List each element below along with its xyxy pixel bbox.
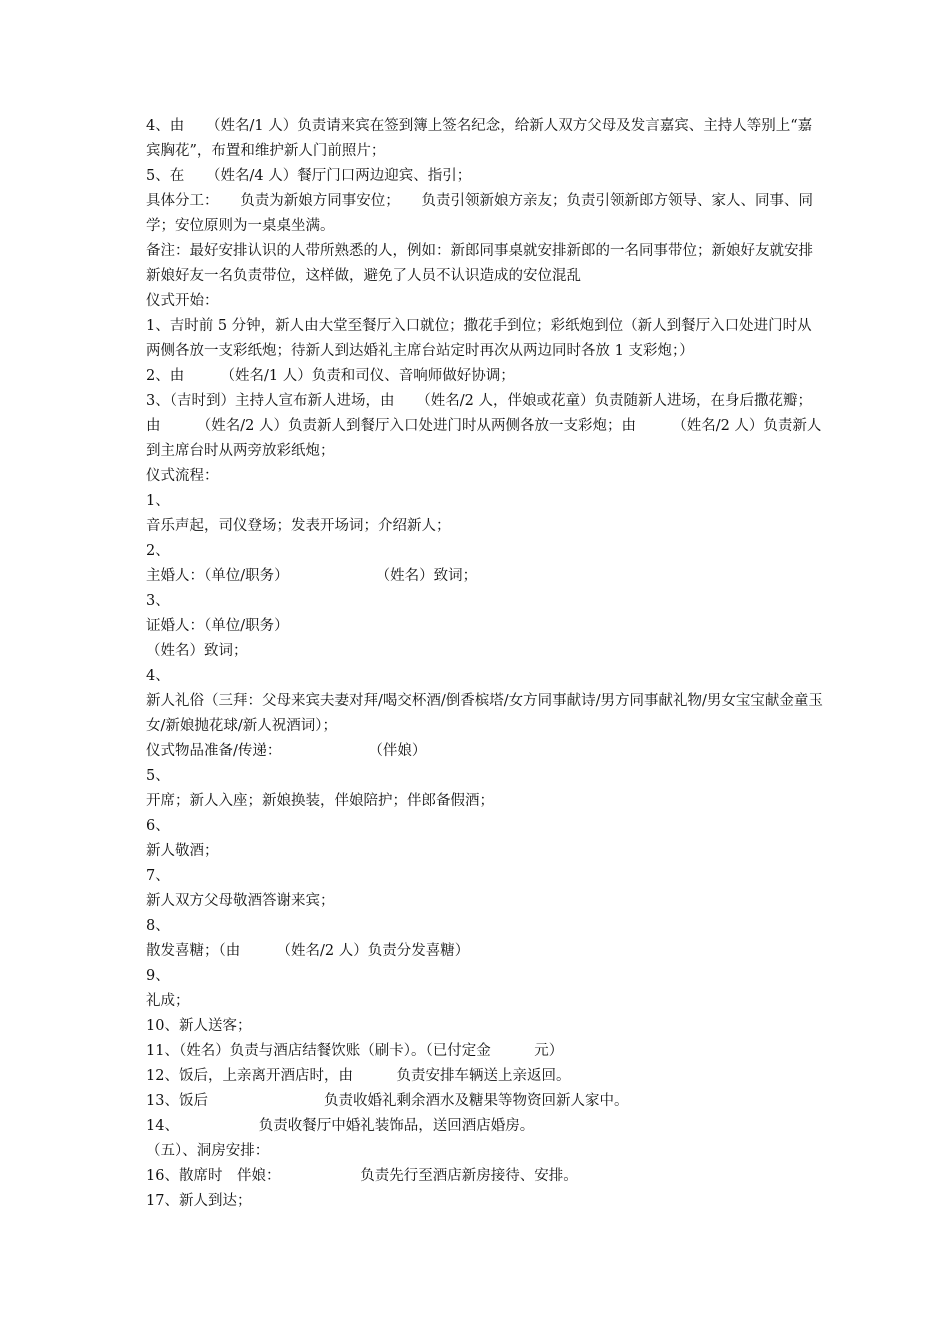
flow-text-9: 礼成； bbox=[146, 993, 190, 1009]
flow-text-7: 新人双方父母敬酒答谢来宾； bbox=[146, 893, 335, 909]
flow-text-2: 主婚人：（单位/职务） （姓名）致词； bbox=[146, 568, 478, 584]
paragraph-item-5-greeting: 5、在 （姓名/4 人）餐厅门口两边迎宾、指引； bbox=[146, 168, 472, 184]
section-heading-ceremony-start: 仪式开始： bbox=[146, 293, 219, 309]
flow-text-3a: 证婚人：（单位/职务） bbox=[146, 618, 289, 634]
flow-number-4: 4、 bbox=[146, 668, 170, 684]
flow-text-4b: 仪式物品准备/传递： （伴娘） bbox=[146, 743, 427, 759]
paragraph-item-11: 11、（姓名）负责与酒店结餐饮账（刷卡）。（已付定金 元） bbox=[146, 1043, 564, 1059]
flow-number-5: 5、 bbox=[146, 768, 170, 784]
paragraph-item-16: 16、散席时 伴娘： 负责先行至酒店新房接待、安排。 bbox=[146, 1168, 578, 1184]
flow-text-6: 新人敬酒； bbox=[146, 843, 219, 859]
paragraph-ceremony-1: 1、吉时前 5 分钟，新人由大堂至餐厅入口就位；撒花手到位；彩纸炮到位（新人到餐厅入口处进门时从两侧各放一支彩纸炮；待新人到达婚礼主席台站定时再次从两边同时各放 1 支彩炮；） bbox=[146, 318, 812, 359]
flow-number-7: 7、 bbox=[146, 868, 170, 884]
paragraph-seating-assignment: 具体分工： 负责为新娘方同事安位； 负责引领新娘方亲友；负责引领新郎方领导、家人、同事、同学；安位原则为一桌桌坐满。 bbox=[146, 193, 813, 234]
paragraph-item-14: 14、 负责收餐厅中婚礼装饰品，送回酒店婚房。 bbox=[146, 1118, 535, 1134]
paragraph-ceremony-3: 3、（吉时到）主持人宣布新人进场，由 （姓名/2 人，伴娘或花童）负责随新人进场，在身后撒花瓣；由 （姓名/2 人）负责新人到餐厅入口处进门时从两侧各放一支彩炮；由 （姓名/2 人）负责新人到主席台时从两旁放彩纸炮； bbox=[146, 393, 822, 459]
paragraph-note: 备注：最好安排认识的人带所熟悉的人，例如：新郎同事桌就安排新郎的一名同事带位；新娘好友就安排新娘好友一名负责带位，这样做，避免了人员不认识造成的安位混乱 bbox=[146, 243, 813, 284]
flow-number-6: 6、 bbox=[146, 818, 170, 834]
flow-text-5: 开席；新人入座；新娘换装，伴娘陪护；伴郎备假酒； bbox=[146, 793, 494, 809]
paragraph-item-17: 17、新人到达； bbox=[146, 1193, 252, 1209]
flow-text-3b: （姓名）致词； bbox=[146, 643, 248, 659]
paragraph-item-4-guestbook: 4、由 （姓名/1 人）负责请来宾在签到簿上签名纪念，给新人双方父母及发言嘉宾、主持人等别上“嘉宾胸花”，布置和维护新人门前照片； bbox=[146, 118, 813, 159]
flow-number-3: 3、 bbox=[146, 593, 170, 609]
flow-text-8: 散发喜糖；（由 （姓名/2 人）负责分发喜糖） bbox=[146, 943, 470, 959]
flow-number-8: 8、 bbox=[146, 918, 170, 934]
paragraph-ceremony-2: 2、由 （姓名/1 人）负责和司仪、音响师做好协调； bbox=[146, 368, 515, 384]
section-heading-ceremony-flow: 仪式流程： bbox=[146, 468, 219, 484]
flow-number-1: 1、 bbox=[146, 493, 170, 509]
document-body bbox=[146, 114, 826, 1214]
flow-number-9: 9、 bbox=[146, 968, 170, 984]
flow-number-2: 2、 bbox=[146, 543, 170, 559]
flow-text-4a: 新人礼俗（三拜：父母来宾夫妻对拜/喝交杯酒/倒香槟塔/女方同事献诗/男方同事献礼物/男女宝宝献金童玉女/新娘抛花球/新人祝酒词）； bbox=[146, 693, 823, 734]
paragraph-item-13: 13、饭后 负责收婚礼剩余酒水及糖果等物资回新人家中。 bbox=[146, 1093, 629, 1109]
flow-text-1: 音乐声起，司仪登场；发表开场词；介绍新人； bbox=[146, 518, 451, 534]
section-heading-bridal-room: （五）、洞房安排： bbox=[146, 1143, 270, 1159]
paragraph-item-12: 12、饭后，上亲离开酒店时，由 负责安排车辆送上亲返回。 bbox=[146, 1068, 571, 1084]
paragraph-item-10: 10、新人送客； bbox=[146, 1018, 252, 1034]
